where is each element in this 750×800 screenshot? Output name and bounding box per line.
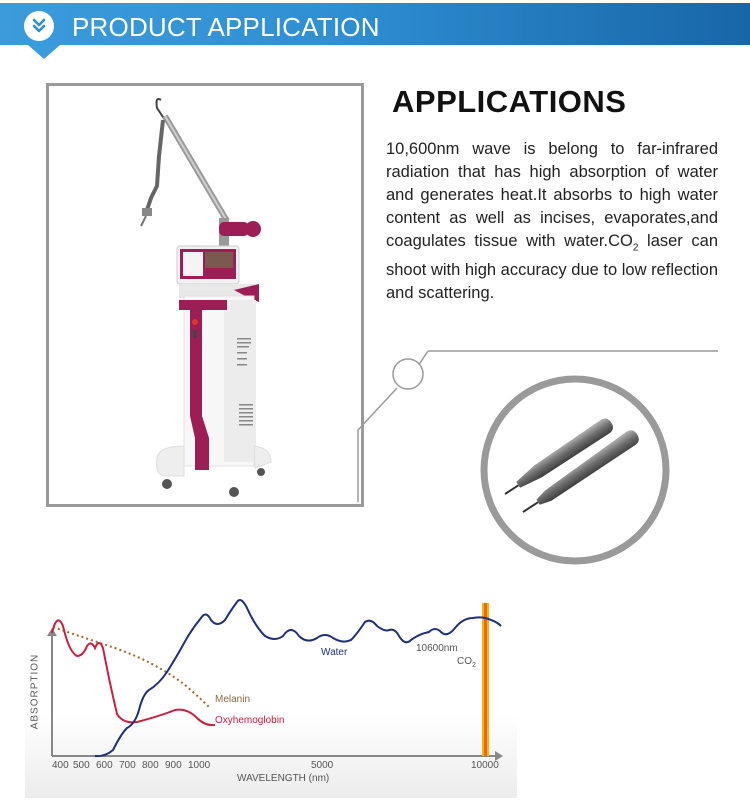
x-tick-800: 800 xyxy=(142,760,159,771)
x-tick-5000: 5000 xyxy=(311,760,334,771)
description-text-part2: laser can shoot with high accuracy due to low reflection and scattering. xyxy=(386,232,719,303)
x-tick-600: 600 xyxy=(96,760,113,771)
connector-node-circle xyxy=(393,359,423,389)
applications-heading: APPLICATIONS xyxy=(392,84,627,119)
melanin-label: Melanin xyxy=(215,694,251,705)
co2-text: CO xyxy=(457,656,472,667)
x-tick-10000: 10000 xyxy=(471,760,499,771)
co2-subscript: 2 xyxy=(472,662,476,669)
x-tick-1000: 1000 xyxy=(188,760,211,771)
x-tick-900: 900 xyxy=(165,760,182,771)
y-axis-label: ABSORPTION xyxy=(29,653,41,730)
co2-wavelength-label: 10600nm xyxy=(416,643,458,654)
x-axis-label: WAVELENGTH (nm) xyxy=(237,773,330,784)
absorption-chart xyxy=(25,590,517,798)
water-label: Water xyxy=(321,647,348,658)
x-tick-400: 400 xyxy=(52,760,69,771)
water-curve xyxy=(95,600,501,756)
oxyhemoglobin-curve xyxy=(52,620,215,725)
section-title: PRODUCT APPLICATION xyxy=(72,12,380,42)
description-text-part1: 10,600nm wave is belong to far-infrared radiation that has high absorption of water and generates heat.It absorbs to high water content as well as incises, evaporates,and coagulates tissue with water.CO xyxy=(386,140,718,250)
oxyhemoglobin-label: Oxyhemoglobin xyxy=(215,715,285,726)
x-tick-500: 500 xyxy=(73,760,90,771)
co2-label xyxy=(457,656,476,669)
subscript-2: 2 xyxy=(632,242,639,254)
x-tick-700: 700 xyxy=(119,760,136,771)
